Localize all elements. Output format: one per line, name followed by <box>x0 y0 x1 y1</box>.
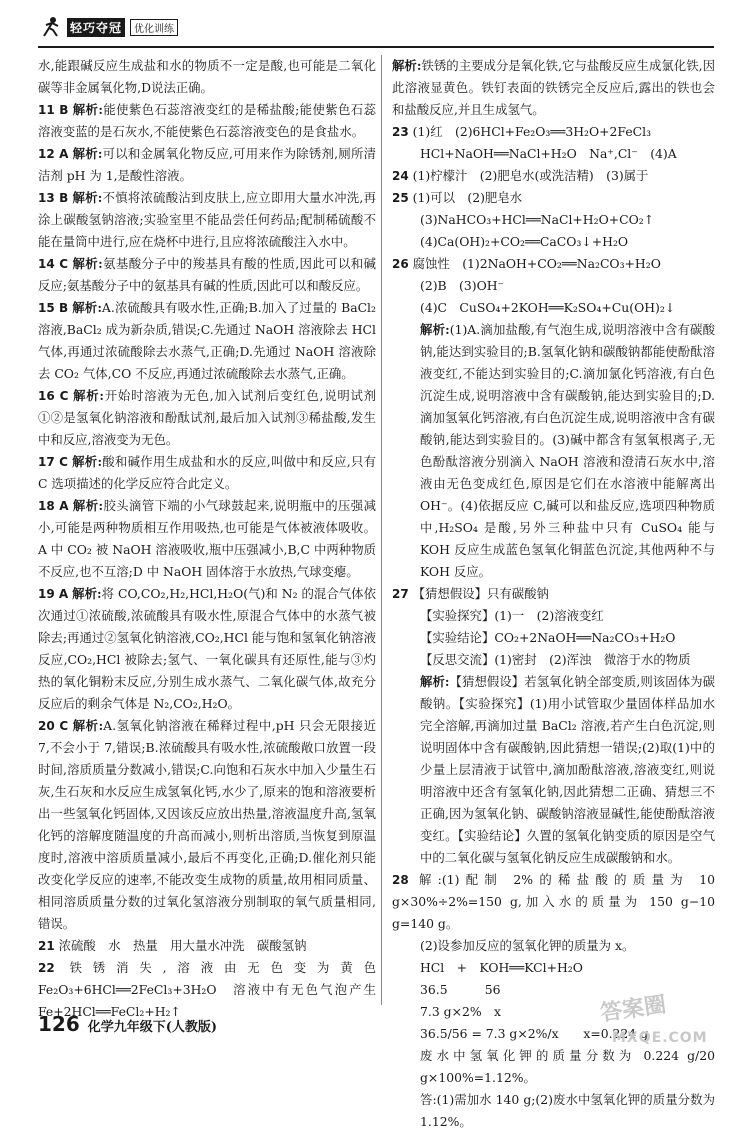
answer-text: (4)C CuSO₄+2KOH══K₂SO₄+Cu(OH)₂↓ <box>420 300 676 315</box>
answer-text: 腐蚀性 (1)2NaOH+CO₂══Na₂CO₃+H₂O <box>412 256 661 271</box>
question-number: 25 <box>392 191 409 205</box>
answer-item <box>392 143 715 165</box>
question-number: 19 A <box>38 587 69 601</box>
analysis-label: 解析: <box>72 256 103 271</box>
answer-text: 可以和金属氧化物反应,可用来作为除锈剂,厕所清洁剂 pH 为 1,是酸性溶液。 <box>38 146 376 183</box>
answer-text: 酸和碱作用生成盐和水的反应,叫做中和反应,只有 C 选项描述的化学反应符合此定义。 <box>38 454 376 491</box>
series-name: 优化训练 <box>130 19 178 36</box>
answer-text: 废水中氢氧化钾的质量分数为 0.224 g/20 g×100%=1.12%。 <box>420 1048 715 1085</box>
answer-text: 铁锈消失,溶液由无色变为黄色 Fe₂O₃+6HCl══2FeCl₃+3H₂O 溶液中有无色气泡产生 Fe+2HCl══FeCl₂+H₂↑ <box>38 960 389 1019</box>
answer-item <box>392 979 715 1001</box>
answer-text: 胶头滴管下端的小气球鼓起来,说明瓶中的压强减小,可能是两种物质相互作用吸热,也可能是气体被液体吸收。A 中 CO₂ 被 NaOH 溶液吸收,瓶中压强减小,B,C 中两种物质不反应,也不互溶;D 中 NaOH 固体溶于水放热,气球变瘪。 <box>38 498 376 579</box>
answer-item <box>392 671 715 869</box>
left-column <box>38 55 389 1023</box>
analysis-label: 解析: <box>392 58 422 73</box>
analysis-label: 解析: <box>72 102 103 117</box>
answer-text: 不慎将浓硫酸沾到皮肤上,应立即用大量水冲洗,再涂上碳酸氢钠溶液;实验室里不能品尝任何药品;配制稀硫酸不能在量筒中进行,应在烧杯中进行,且应将浓硫酸注入水中。 <box>38 190 376 249</box>
answer-item <box>392 935 715 957</box>
question-number: 23 <box>392 125 409 139</box>
answer-text: (1)红 (2)6HCl+Fe₂O₃══3H₂O+2FeCl₃ <box>412 124 652 139</box>
question-number: 28 <box>392 873 409 887</box>
answer-item <box>38 99 376 143</box>
question-number: 26 <box>392 257 409 271</box>
answer-item <box>392 209 715 231</box>
analysis-label: 解析: <box>72 498 104 513</box>
column-divider <box>381 55 382 1005</box>
book-title: 化学九年级下(人教版) <box>87 1020 218 1035</box>
answer-item <box>392 231 715 253</box>
answer-text: 水,能跟碱反应生成盐和水的物质不一定是酸,也可能是二氧化碳等非金属氧化物,D说法正确。 <box>38 58 376 95</box>
answer-item <box>392 55 715 121</box>
analysis-label: 解析: <box>420 674 450 689</box>
brand-name: 轻巧夺冠 <box>67 18 125 37</box>
question-number: 12 A <box>38 147 69 161</box>
answer-item <box>392 253 715 275</box>
question-number: 14 C <box>38 257 69 271</box>
answer-text: HCl + KOH══KCl+H₂O <box>420 960 583 975</box>
answer-item <box>392 297 715 319</box>
answer-text: (1)柠檬汁 (2)肥皂水(或洗洁精) (3)属于 <box>412 168 649 183</box>
answer-item <box>38 451 376 495</box>
answer-text: A.浓硫酸具有吸水性,正确;B.加入了过量的 BaCl₂ 溶液,BaCl₂ 成为新杂质,错误;C.先通过 NaOH 溶液除去 HCl 气体,再通过浓硫酸除去水蒸气,正确;D.先通过 NaOH 溶液除去 CO₂ 气体,CO 不反应,再通过浓硫酸除去水蒸气,正确。 <box>38 300 376 381</box>
question-number: 27 <box>392 587 409 601</box>
page-number: 126 <box>38 1012 80 1036</box>
answer-item <box>38 187 376 253</box>
page-header <box>38 14 714 52</box>
brand-logo <box>38 16 178 38</box>
answer-text: 开始时溶液为无色,加入试剂后变红色,说明试剂①②是氢氧化钠溶液和酚酞试剂,最后加入试剂③稀盐酸,发生中和反应,溶液变为无色。 <box>38 388 376 447</box>
question-number: 17 C <box>38 455 68 469</box>
question-number: 18 A <box>38 499 69 513</box>
answer-text: A.氢氧化钠溶液在稀释过程中,pH 只会无限接近 7,不会小于 7,错误;B.浓硫酸具有吸水性,浓硫酸敞口放置一段时间,溶质质量分数减小,错误;C.向饱和石灰水中加入少量生石灰,生石灰和水反应生成氢氧化钙,水少了,原来的饱和溶液要析出一些氢氧化钙固体,又因该反应放出热量,溶液温度升高,氢氧化钙的溶解度随温度的升高而减小,则析出溶质,当恢复到原温度时,溶液中溶质质量减小,最后不再变化,正确;D.催化剂只能改变化学反应的速率,不能改变生成物的质量,故用相同质量、相同溶质质量分数的过氧化氢溶液分别制取的氧气质量相同,错误。 <box>38 718 376 931</box>
answer-text: (2)设参加反应的氢氧化钾的质量为 x。 <box>420 938 635 953</box>
answer-item <box>392 957 715 979</box>
analysis-label: 解析: <box>72 190 103 205</box>
watermark-url: MXQE.COM <box>612 1030 708 1046</box>
question-number: 13 B <box>38 191 69 205</box>
question-number: 21 <box>38 939 55 953</box>
answer-item <box>392 319 715 583</box>
page-footer <box>38 1012 217 1036</box>
answer-item <box>38 297 376 385</box>
answer-item <box>38 55 376 99</box>
answer-item <box>392 627 715 649</box>
answer-text: 铁锈的主要成分是氧化铁,它与盐酸反应生成氯化铁,因此溶液显黄色。铁钉表面的铁锈完全反应后,露出的铁也会和盐酸反应,并且生成氢气。 <box>392 58 715 117</box>
answer-text: 答:(1)需加水 140 g;(2)废水中氢氧化钾的质量分数为 1.12%。 <box>420 1092 715 1129</box>
answer-text: (4)Ca(OH)₂+CO₂══CaCO₃↓+H₂O <box>420 234 629 249</box>
answer-item <box>38 935 376 957</box>
answer-text: 浓硫酸 水 热量 用大量水冲洗 碳酸氢钠 <box>58 938 307 953</box>
watermark-logo: 答案圈 <box>598 992 668 1027</box>
answer-item <box>392 165 715 187</box>
answer-text: (2)B (3)OH⁻ <box>420 278 505 293</box>
answer-item <box>38 253 376 297</box>
answer-item <box>38 715 376 935</box>
answer-text: 36.5/56 = 7.3 g×2%/x x=0.224 g <box>420 1026 649 1041</box>
answer-item <box>392 649 715 671</box>
answer-text: 7.3 g×2% x <box>420 1004 501 1019</box>
analysis-label: 解析: <box>72 586 102 601</box>
question-number: 20 C <box>38 719 69 733</box>
answer-text: 【实验结论】CO₂+2NaOH══Na₂CO₃+H₂O <box>420 630 676 645</box>
question-number: 16 C <box>38 389 69 403</box>
analysis-label: 解析: <box>72 454 103 469</box>
answer-item <box>392 869 715 935</box>
answer-item <box>38 583 376 715</box>
answer-text: 能使紫色石蕊溶液变红的是稀盐酸;能使紫色石蕊溶液变蓝的是石灰水,不能使紫色石蕊溶液变色的是食盐水。 <box>38 102 376 139</box>
question-number: 15 B <box>38 301 69 315</box>
answer-text: (1)A.滴加盐酸,有气泡生成,说明溶液中含有碳酸钠,能达到实验目的;B.氢氧化钠和碳酸钠都能使酚酞溶液变红,不能达到实验目的;C.滴加氯化钙溶液,有白色沉淀生成,说明溶液中含有碳酸钠,能达到实验目的;D.滴加氢氧化钙溶液,有白色沉淀生成,说明溶液中含有碳酸钠,能达到实验目的。(3)碱中都含有氢氧根离子,无色酚酞溶液分别滴入 NaOH 溶液和澄清石灰水中,溶液由无色变成红色,原因是它们在水溶液中能解离出 OH⁻。(4)依据反应 C,碱可以和盐反应,选项四种物质中,H₂SO₄ 是酸,另外三种盐中只有 CuSO₄ 能与 KOH 反应生成蓝色氢氧化铜蓝色沉淀,其他两种不与 KOH 反应。 <box>420 322 715 579</box>
answer-item <box>392 605 715 627</box>
answer-item <box>38 495 376 583</box>
answer-item <box>38 385 376 451</box>
right-column <box>392 55 715 1133</box>
answer-item <box>392 275 715 297</box>
answer-item <box>392 121 715 143</box>
answer-item <box>392 187 715 209</box>
analysis-label: 解析: <box>420 322 450 337</box>
answer-text: 氨基酸分子中的羧基具有酸的性质,因此可以和碱反应;氨基酸分子中的氨基具有碱的性质,因此可以和酸反应。 <box>38 256 376 293</box>
analysis-label: 解析: <box>72 146 103 161</box>
answer-text: HCl+NaOH══NaCl+H₂O Na⁺,Cl⁻ (4)A <box>420 146 677 161</box>
answer-text: 【反思交流】(1)密封 (2)浑浊 微溶于水的物质 <box>420 652 691 667</box>
question-number: 11 B <box>38 103 69 117</box>
analysis-label: 解析: <box>73 388 104 403</box>
answer-item <box>392 1089 715 1133</box>
header-rule <box>38 46 714 48</box>
analysis-label: 解析: <box>72 718 104 733</box>
answer-item <box>38 143 376 187</box>
answer-text: 【猜想假设】若氢氧化钠全部变质,则该固体为碳酸钠。【实验探究】(1)用小试管取少量固体样品加水完全溶解,再滴加过量 BaCl₂ 溶液,若产生白色沉淀,则说明固体中含有碳酸钠,因此猜想一错误;(2)取(1)中的少量上层清液于试管中,滴加酚酞溶液,溶液变红,则说明溶液中还含有氢氧化钠,因此猜想二正确、猜想三不正确,因为氢氧化钠、碳酸钠溶液显碱性,能使酚酞溶液变红。【实验结论】久置的氢氧化钠变质的原因是空气中的二氧化碳与氢氧化钠反应生成碳酸钠和水。 <box>420 674 715 865</box>
answer-text: (1)可以 (2)肥皂水 <box>412 190 523 205</box>
runner-icon <box>38 16 64 38</box>
answer-text: 36.5 56 <box>420 982 501 997</box>
answer-text: (3)NaHCO₃+HCl══NaCl+H₂O+CO₂↑ <box>420 212 655 227</box>
question-number: 24 <box>392 169 409 183</box>
answer-text: 【实验探究】(1)一 (2)溶液变红 <box>420 608 604 623</box>
answer-item <box>392 583 715 605</box>
answer-item <box>392 1045 715 1089</box>
question-number: 22 <box>38 961 55 975</box>
answer-text: 【猜想假设】只有碳酸钠 <box>412 586 549 601</box>
answer-text: 解:(1)配制 2%的稀盐酸的质量为 10 g×30%÷2%=150 g,加入水的质量为 150 g−10 g=140 g。 <box>392 872 715 931</box>
answer-text: 将 CO,CO₂,H₂,HCl,H₂O(气)和 N₂ 的混合气体依次通过①浓硫酸,浓硫酸具有吸水性,原混合气体中的水蒸气被除去;再通过②氢氧化钠溶液,CO₂,HCl 能与饱和氢氧化钠溶液反应,CO₂,HCl 被除去;氢气、一氧化碳具有还原性,能与③灼热的氧化铜粉末反应,分别生成水蒸气、二氧化碳气体,故充分反应后的剩余气体是 N₂,CO₂,H₂O。 <box>38 586 376 711</box>
analysis-label: 解析: <box>72 300 102 315</box>
